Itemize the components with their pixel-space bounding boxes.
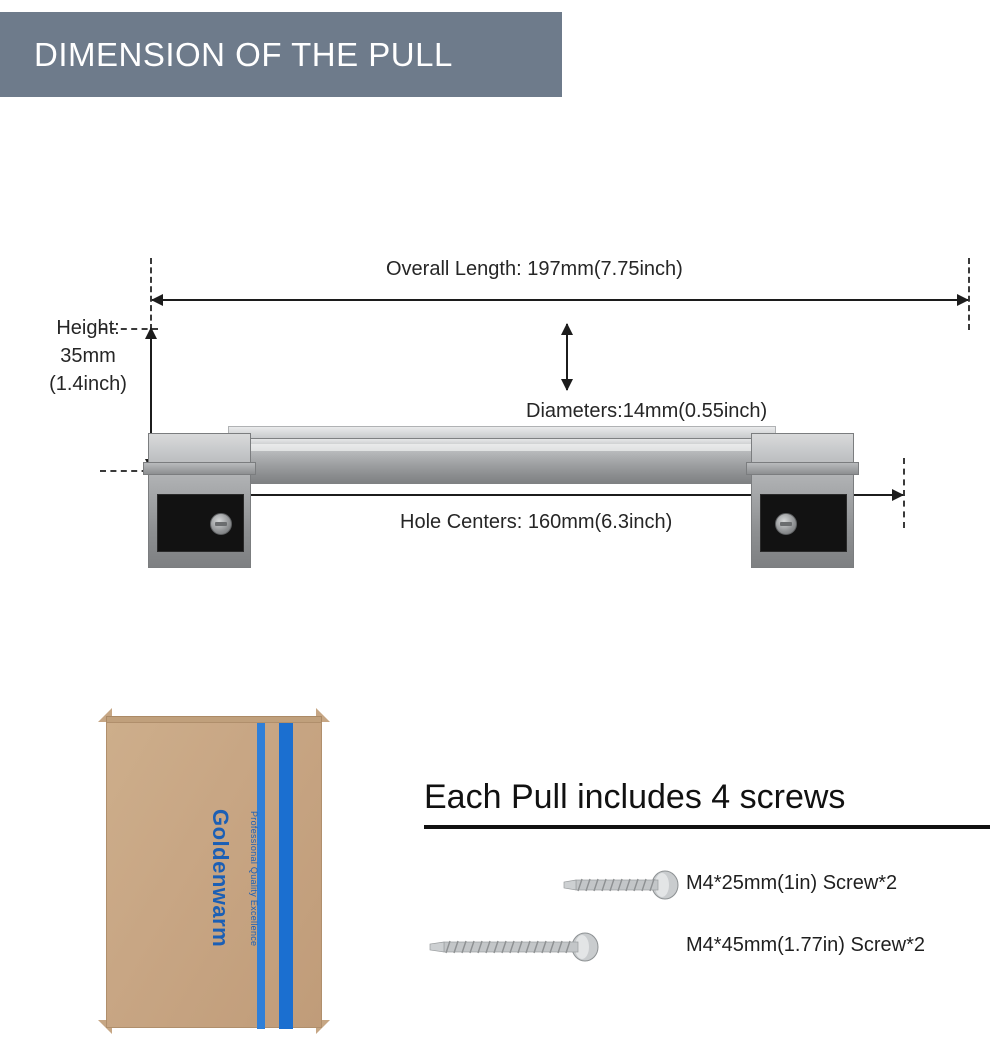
page-title: DIMENSION OF THE PULL xyxy=(34,35,453,73)
pull-screw-hole-left xyxy=(210,513,232,535)
box-stripe-primary xyxy=(279,723,293,1029)
overall-length-label: Overall Length: 197mm(7.75inch) xyxy=(386,258,683,280)
screws-heading: Each Pull includes 4 screws xyxy=(424,778,990,829)
overall-length-arrow xyxy=(152,299,968,301)
pull-post-left-window xyxy=(157,494,244,552)
hole-centers-label: Hole Centers: 160mm(6.3inch) xyxy=(400,511,673,533)
screw-item-2 xyxy=(424,924,990,972)
height-label-line-2: 35mm xyxy=(60,345,116,367)
pull-foot-left xyxy=(143,462,256,475)
box-brand-text: Goldenwarm xyxy=(208,809,233,948)
screw-item-1-label: M4*25mm(1in) Screw*2 xyxy=(686,872,898,894)
screw-item-2-label: M4*45mm(1.77in) Screw*2 xyxy=(686,934,925,956)
header-banner xyxy=(0,12,562,97)
cabinet-pull-illustration xyxy=(148,328,854,468)
height-label xyxy=(32,314,144,398)
screw-item-1 xyxy=(424,862,990,910)
pull-post-right xyxy=(751,433,854,568)
screw-45mm-icon xyxy=(414,932,600,962)
package-and-screws-section xyxy=(0,660,1000,1043)
pull-foot-right xyxy=(746,462,859,475)
pull-post-right-window xyxy=(760,494,847,552)
box-tagline-text: Professional Quality Excellence xyxy=(249,811,259,947)
dimension-diagram xyxy=(0,100,1000,660)
pull-screw-hole-right xyxy=(775,513,797,535)
diameters-label: Diameters:14mm(0.55inch) xyxy=(526,400,768,422)
pull-bar xyxy=(243,438,761,484)
height-label-line-1: Height: xyxy=(56,317,120,339)
screw-25mm-icon xyxy=(504,870,680,900)
pull-bar-highlight xyxy=(244,444,760,451)
pull-post-left xyxy=(148,433,251,568)
height-label-line-3: (1.4inch) xyxy=(49,373,127,395)
package-box xyxy=(98,708,330,1034)
box-face xyxy=(106,722,322,1028)
